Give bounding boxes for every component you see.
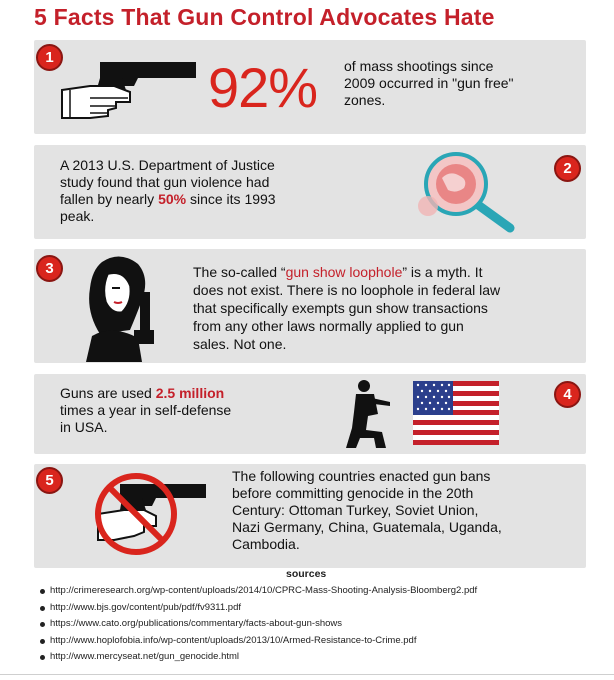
fact-1-badge: 1 <box>36 44 63 71</box>
woman-with-gun-icon <box>72 252 168 362</box>
fact-5-text-line-4: Nazi Germany, China, Guatemala, Uganda, <box>232 519 502 535</box>
fact-3-text-line-4: from any other laws normally applied to gun <box>193 318 464 334</box>
us-flag-icon <box>413 381 499 445</box>
fact-2-badge: 2 <box>554 155 581 182</box>
magnifying-glass-globe-icon <box>418 150 526 236</box>
source-link[interactable]: http://www.hoplofobia.info/wp-content/uploads/2013/10/Armed-Resistance-to-Crime.pdf <box>40 633 610 650</box>
sources-list <box>40 583 610 666</box>
fact-1-text-line-1: of mass shootings since <box>344 58 494 74</box>
fact-1-text-line-3: zones. <box>344 92 386 108</box>
fact-2-text-line-4: peak. <box>60 208 95 224</box>
source-link[interactable]: https://www.cato.org/publications/commentary/facts-about-gun-shows <box>40 616 610 633</box>
bottom-divider <box>0 674 614 680</box>
fact-3-highlight: gun show loophole <box>285 264 403 280</box>
fact-2-text-line-1: A 2013 U.S. Department of Justice <box>60 157 275 173</box>
fact-5-text-line-3: Century: Ottoman Turkey, Soviet Union, <box>232 502 479 518</box>
fact-1-text-line-2: 2009 occurred in "gun free" <box>344 75 514 91</box>
fact-4-highlight: 2.5 million <box>155 385 225 401</box>
fact-3-text-line-1: The so-called “gun show loophole” is a myth. It <box>193 264 483 280</box>
fact-5-text-line-1: The following countries enacted gun bans <box>232 468 491 484</box>
fact-3-text-line-3: that specifically exempts gun show transactions <box>193 300 488 316</box>
source-link[interactable]: http://www.mercyseat.net/gun_genocide.html <box>40 649 610 666</box>
fact-2-text-line-2: study found that gun violence had <box>60 174 270 190</box>
fact-2-text-line-3: fallen by nearly 50% since its 1993 <box>60 191 276 207</box>
fact-4-text-line-2: times a year in self-defense <box>60 402 232 418</box>
fact-5-badge: 5 <box>36 467 63 494</box>
fact-5-text-line-2: before committing genocide in the 20th <box>232 485 474 501</box>
fact-4-text-line-3: in USA. <box>60 419 108 435</box>
infographic-title: 5 Facts That Gun Control Advocates Hate <box>34 4 495 30</box>
source-link[interactable]: http://crimeresearch.org/wp-content/uploads/2014/10/CPRC-Mass-Shooting-Analysis-Bloomberg2.pdf <box>40 583 610 600</box>
fact-3-text-line-5: sales. Not one. <box>193 336 287 352</box>
kneeling-soldier-icon <box>342 378 392 450</box>
fact-1-stat: 92% <box>208 56 318 119</box>
no-guns-icon <box>94 470 210 560</box>
source-link[interactable]: http://www.bjs.gov/content/pub/pdf/fv9311.pdf <box>40 600 610 617</box>
sources-heading: sources <box>286 568 327 580</box>
fact-3-badge: 3 <box>36 255 63 282</box>
handgun-icon <box>60 56 200 124</box>
fact-4-text-line-1: Guns are used 2.5 million <box>60 385 225 401</box>
fact-3-text-line-2: does not exist. There is no loophole in federal law <box>193 282 501 298</box>
fact-2-highlight: 50% <box>158 191 187 207</box>
fact-4-badge: 4 <box>554 381 581 408</box>
fact-5-text-line-5: Cambodia. <box>232 536 300 552</box>
